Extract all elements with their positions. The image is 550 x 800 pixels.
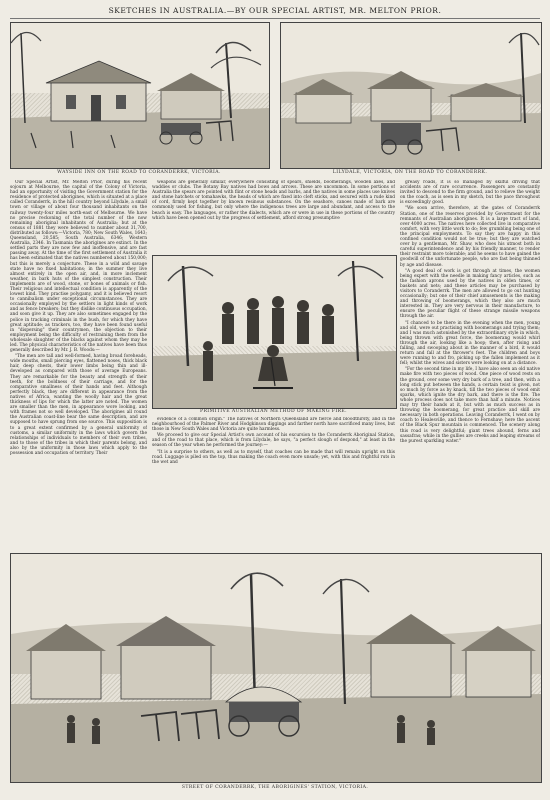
article-column-2-bottom [152, 417, 395, 548]
column-3-paragraph: "I chanced to be there in the evening when the men, young and old, were out practising with boomerangs and trying them; and I was much astonished by the extraordinary style in which, being thrown with great force, the boomerang would whirl through the air, looking like a hoop; then, after rising and falling, and swooping about in the manner of a bird, it would return and fall at the thrower's feet. The children and boys were running to and fro, picking up the fallen implement as it fell; whilst the wives and sisters were looking on at a distance. [400, 320, 540, 367]
column-2-paragraph: evidence of a common origin." The natives of Northern Queensland are fierce and bloodthirsty, and in the neighbourhood of the Palmer River and Hodgkinson diggings and farther north have sacrificed many lives, but those in New South Wales and Victoria are quite harmless. [152, 417, 395, 433]
caption-coranderrk-street: STREET OF CORANDERRK, THE ABORIGINES' STATION, VICTORIA. [181, 785, 369, 790]
caption-wayside-inn: WAYSIDE INN ON THE ROAD TO CORANDERRK, VICTORIA. [57, 170, 221, 175]
illustration-lilydale [280, 22, 542, 169]
coranderrk-street-engraving [11, 554, 541, 782]
lilydale-engraving [281, 23, 541, 168]
article-column-1 [10, 180, 147, 548]
column-2-paragraph: "It is a surprise to others, as well as to myself, that coaches can be made that will remain upright on this road. Luggage is piled on the top, thus making the coach even more unsafe; yet, with this and frightful ruts in the wet and [152, 449, 395, 465]
column-3-paragraph: "We soon arrive, therefore, at the gates of Coranderrk Station, one of the reserves provided by Government for the remnants of Australian aborigines. It is a large tract of land, over 4000 acres. The natives here collected live in comparative comfort, with very little work to do; few grumbling being one of the principal employments. To say they are happy in this confined condition would not be true; but they are watched over by a gentleman, Mr. Shaw, who does his utmost both in careful superintendence and by his friendly manner, to render their restraint more tolerable; and he seems to have gained the goodwill of the unfortunate people, who are fast being thinned by age and disease. [400, 206, 540, 268]
column-2-paragraph: weapons are generally similar, everywhere consisting of spears, shields, boomerangs, wooden axes, and waddies or clubs. The Botany Bay natives had bows and arrows. These are uncommon. In some portions of Australia the spears are pointed with flint or stone heads and barbs, and the natives in some places use knives and stone hatchets or tomahawks, the heads of which are fixed into cleft sticks, and secured with a rude kind of cord, firmly kept together by known resinous substances. On the seashore, canoes made of bark are commonly used for fishing, but only where the indigenous trees are large and abundant, and access to the beach is easy. The languages, or rather the dialects, which are or were in use in these portions of the country which have been opened out by the progress of settlement, afford strong presumptive [152, 180, 395, 221]
article-column-3 [400, 180, 540, 548]
column-3-paragraph: "A good deal of work is got through at times, the women being expert with the needle in making fancy articles, such as the fashion aprons used by the natives in olden times, or baskets and nets; and these articles may be purchased by visitors to Coranderrk. The men are allowed to go out hunting occasionally; but one of their chief amusements is the making and throwing of boomerangs, which they also are much interested in. They are very nervous in their manufacture, to ensure the peculiar flight of these strange missile weapons through the air. [400, 268, 540, 320]
illustration-wayside-inn [10, 22, 270, 169]
caption-making-fire: PRIMITIVE AUSTRALIAN METHOD OF MAKING FIRE. [199, 409, 348, 414]
illustration-making-fire [152, 255, 397, 409]
column-3-paragraph: "For the second time in my life, I have also seen an old native make fire with two pieces of wood. One piece of wood rests on the ground, over some very dry bark of a tree, and then, with a long stick put between the hands, a certain twist is given, not so much by force as by knack, till the two pieces of wood emit sparks, which ignite the dry bark, and there is the fire. The whole process does not take more than half a minute. Notices may try their hands at it, but with as much success as in throwing the boomerang, for great practice and skill are necessary in both operations. Leaving Coranderrk, I went on by coach to Healesville, and thence to Fernshaw; here the ascent of the Black Spur mountain is commenced. The scenery along this road is very delightful; giant trees abound, ferns and sassafras; while in the gullies are creeks and leaping streams of the purest sparkling water." [400, 367, 540, 444]
caption-lilydale: LILYDALE, VICTORIA, ON THE ROAD TO CORANDERRK. [332, 170, 488, 175]
column-3-paragraph: greasy roads, it is so managed by skilful driving that accidents are of rare occurrence. Passengers are constantly invited to descend to the firm ground, and to relieve the weight on the coach, as is seen in my sketch, but the pace throughout is exceedingly good. [400, 180, 540, 206]
column-1-paragraph: Our Special Artist, Mr. Melton Prior, during his recent sojourn at Melbourne, the capital of the Colony of Victoria, had an opportunity of visiting the Government station for the residence of protected aborigines, which is situated at a place called Coranderrk, in the hill country beyond Lilydale, a small town or village of about four thousand inhabitants on the railway twenty-four miles north-east of Melbourne. We have no precise reckoning of the total number of the now remaining aboriginal inhabitants of Australia; but at the census of 1881 they were believed to number about 31,700, distributed as follows:—Victoria, 780; New South Wales, 1643; Queensland, 20,585; South Australia, 6346; Western Australia, 2346. In Tasmania the aborigines are extinct. In the settled parts they are now few and inoffensive, and are fast passing away. At the time of the first settlement of Australia it has been estimated that the natives numbered about 150,000; but this is merely a conjecture. These in a wild and savage state have no fixed habitations; in the summer they live almost entirely in the open air, and, in more inclement weather, in bark huts of the simplest construction. Their implements are of wood, stone, or bones of animals or fish. Their religious and intellectual condition is apparently of the lowest kind. They practise polygamy, and it is believed resort to cannibalism under exceptional circumstances. They are occasionally employed by the settlers in light kinds of work and as fence breakers; but they dislike continuous occupation, and soon give it up. They are also sometimes engaged by the police in tracking criminals in the bush, for which they have great aptitude; as trackers, too, they have been found useful in "dispersing" their countrymen, the objection to their employment being the difficulty of restraining them from the wholesale slaughter of the blacks against whom they may be led. The physical characteristics of the natives have been thus generally described by Mr. J. B. Woods:— [10, 180, 147, 354]
page-header: SKETCHES IN AUSTRALIA.—BY OUR SPECIAL ARTIST, MR. MELTON PRIOR. [10, 6, 540, 19]
wayside-inn-engraving [11, 23, 269, 168]
column-1-paragraph: "The men are tall and well-formed, having broad foreheads, wide mouths, small piercing eyes, flattened noses, thick black hair, deep chests, their lower limbs being thin and ill-developed as compared with those of average Europeans. They are remarkable for the beauty and strength of their teeth, for the boldness of their carriage, and for the comparative smallness of their hands and feet. Although perfectly black, they are different in appearance from the natives of Africa, wanting the woolly hair and the great thickness of lips for which the latter are noted. The women are smaller than the men, in appearance wore looking, and with frames not so well developed. The aborigines all round the Australian coast-line bear the same description, and are supposed to have sprung from one source. This supposition is to a great extent confirmed by a general uniformity of customs, a similar uniformity in the laws which govern the relationships of individuals to members of their own tribes, and to those of the tribes in which their parents belong, and also by the uniformity in those laws which apply to the possession and occupation of territory. Their [10, 354, 147, 456]
making-fire-engraving [153, 256, 396, 408]
article-column-2-top [152, 180, 395, 252]
column-2-paragraph: We proceed to give our Special Artist's own account of his excursion to the Coranderrk Aboriginal Station, and of the road to that place, which is from Lilydale, he says, "a perfect slough of despond," at least in the season of the year when he performed the journey:— [152, 433, 395, 449]
illustration-coranderrk-street [10, 553, 542, 783]
